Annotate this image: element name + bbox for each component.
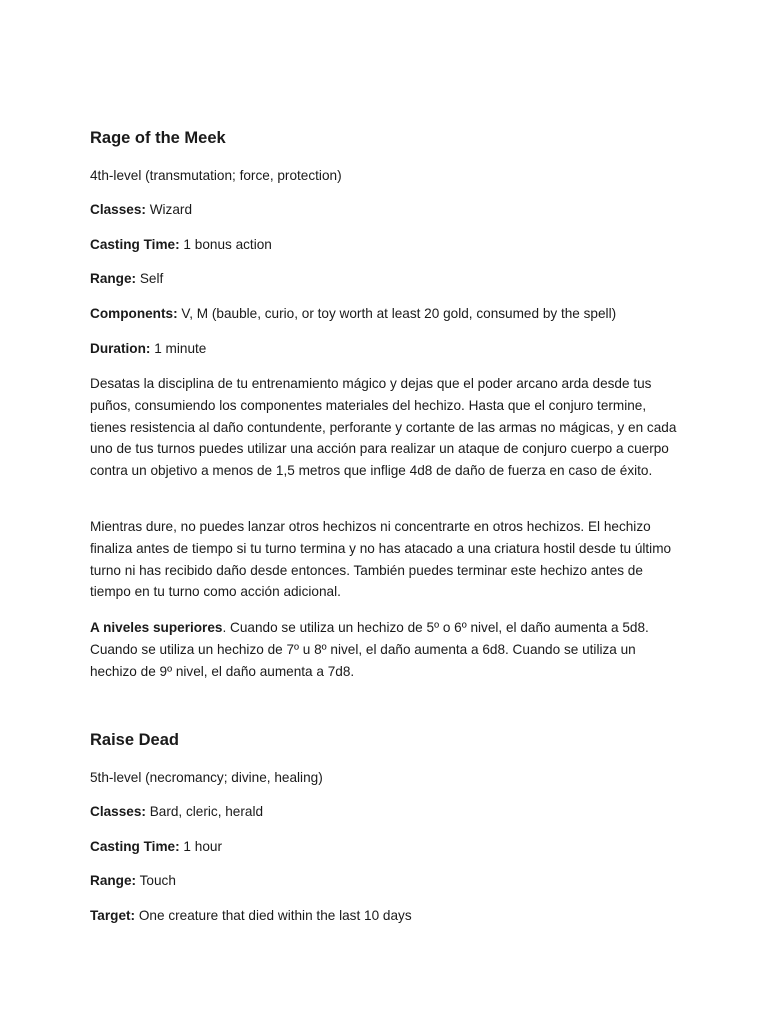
description-paragraph: Desatas la disciplina de tu entrenamiento mágico y dejas que el poder arcano arda desde tus puños, consumiendo los componentes materiales del hechizo. Hasta que el conjuro termine, tienes resistencia al daño contundente, perforante y cortante de las armas no mágicas, y en cada uno de tus turnos puedes utilizar una acción para realizar un ataque de conjuro cuerpo a cuerpo contra un objetivo a menos de 1,5 metros que inflige 4d8 de daño de fuerza en caso de éxito. <box>90 376 677 479</box>
range-value: Touch <box>139 873 176 888</box>
spell-title: Raise Dead <box>90 731 179 749</box>
classes-value: Bard, cleric, herald <box>149 804 264 819</box>
higher-levels-text: . Cuando se utiliza un hechizo de 5º o 6º nivel, el daño aumenta a 5d8. Cuando se utiliza un hechizo de 7º u 8º nivel, el daño aumenta a 6d8. Cuando se utiliza un hechizo de 9º nivel, el daño aumenta a 7d8. <box>90 620 649 679</box>
classes-label: Classes: <box>90 202 146 217</box>
spell-level-line: 5th-level (necromancy; divine, healing) <box>90 770 323 785</box>
duration-label: Duration: <box>90 341 151 356</box>
casting-time-line <box>90 236 272 254</box>
spell-level-line: 4th-level (transmutation; force, protection) <box>90 168 342 183</box>
casting-time-line <box>90 838 222 856</box>
range-line <box>90 872 176 890</box>
classes-value: Wizard <box>149 202 192 217</box>
casting-time-value: 1 hour <box>183 839 222 854</box>
components-line <box>90 305 616 323</box>
classes-line <box>90 201 192 219</box>
description-paragraph: Mientras dure, no puedes lanzar otros hechizos ni concentrarte en otros hechizos. El hechizo finaliza antes de tiempo si tu turno termina y no has atacado a una criatura hostil desde tu último turno ni has recibido daño desde entonces. También puedes terminar este hechizo antes de tiempo en tu turno como acción adicional. <box>90 519 672 600</box>
higher-levels-label: A niveles superiores <box>90 620 223 635</box>
target-label: Target: <box>90 908 136 923</box>
range-label: Range: <box>90 271 137 286</box>
components-value: V, M (bauble, curio, or toy worth at least 20 gold, consumed by the spell) <box>181 306 617 321</box>
range-line <box>90 270 163 288</box>
target-value: One creature that died within the last 10 days <box>138 908 412 923</box>
components-label: Components: <box>90 306 178 321</box>
classes-label: Classes: <box>90 804 146 819</box>
casting-time-label: Casting Time: <box>90 839 180 854</box>
duration-value: 1 minute <box>154 341 207 356</box>
higher-levels-paragraph <box>90 617 670 682</box>
casting-time-label: Casting Time: <box>90 237 180 252</box>
spell-title: Rage of the Meek <box>90 129 226 147</box>
classes-line <box>90 803 263 821</box>
target-line <box>90 907 412 925</box>
range-label: Range: <box>90 873 137 888</box>
casting-time-value: 1 bonus action <box>183 237 272 252</box>
duration-line <box>90 340 206 358</box>
range-value: Self <box>139 271 164 286</box>
